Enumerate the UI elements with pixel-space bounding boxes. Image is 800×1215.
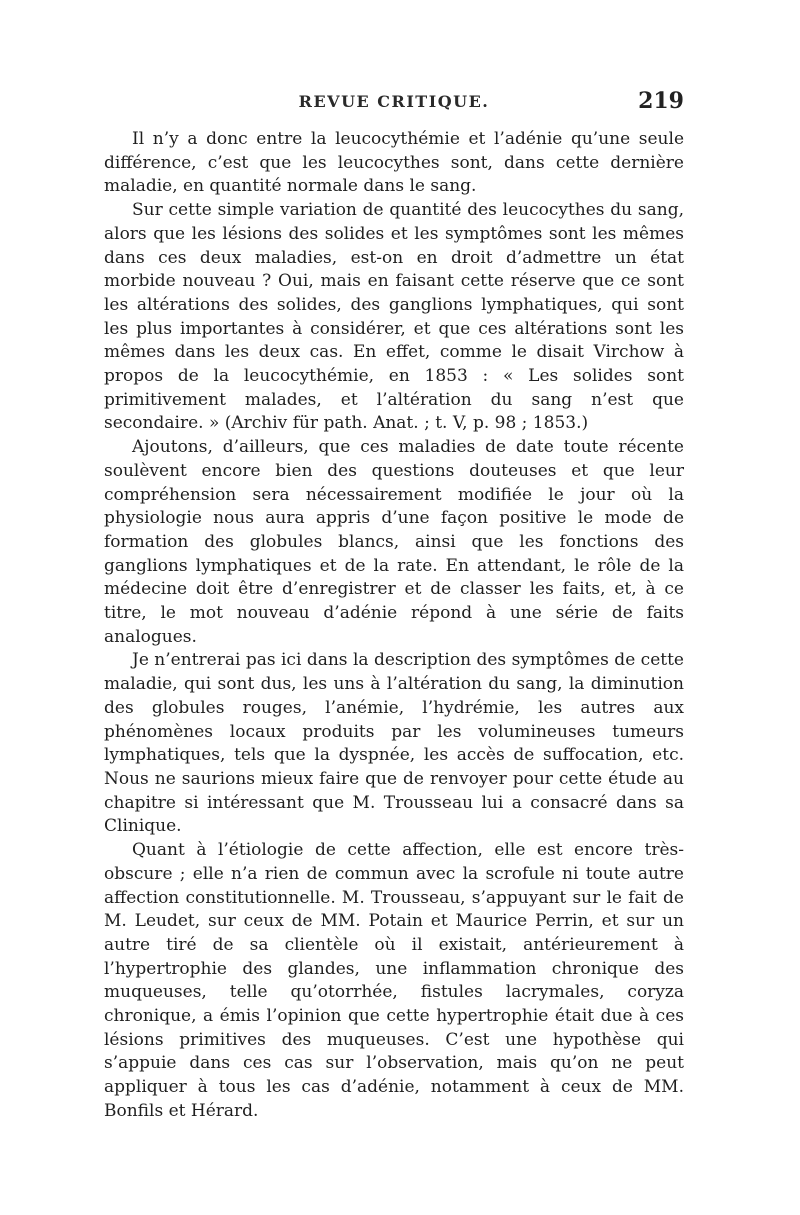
paragraph-3: Ajoutons, d’ailleurs, que ces maladies de date toute récente soulèvent encore bien des questions douteuses et que leur compréhension sera nécessairement modifiée le jour où la physiologie nous aura appris d’une façon positive le mode de formation des globules blancs, ainsi que les fonctions des ganglions lymphatiques et de la rate. En attendant, le rôle de la médecine doit être d’enregistrer et de classer les faits, et, à ce titre, le mot nouveau d’adénie répond à une série de faits analogues. <box>104 437 684 647</box>
running-head <box>104 88 684 122</box>
paragraph-1: Il n’y a donc entre la leucocythémie et l’adénie qu’une seule différence, c’est que les leucocythes sont, dans cette dernière maladie, en quantité normale dans le sang. <box>104 129 684 197</box>
paragraph-4: Je n’entrerai pas ici dans la description des symptômes de cette maladie, qui sont dus, les uns à l’altération du sang, la diminution des globules rouges, l’anémie, l’hydrémie, les autres aux phénomènes locaux produits par les volumineuses tumeurs lymphatiques, tels que la dyspnée, les accès de suffocation, etc. Nous ne saurions mieux faire que de renvoyer pour cette étude au chapitre si intéressant que M. Trousseau lui a consacré dans sa Clinique. <box>104 650 684 837</box>
body-text <box>104 128 684 1124</box>
paragraph-5: Quant à l’étiologie de cette affection, elle est encore très-obscure ; elle n’a rien de commun avec la scrofule ni toute autre affection constitutionnelle. M. Trousseau, s’appuyant sur le fait de M. Leudet, sur ceux de MM. Potain et Maurice Perrin, et sur un autre tiré de sa clientèle où il existait, antérieurement à l’hypertrophie des glandes, une inflammation chronique des muqueuses, telle qu’otorrhée, fistules lacrymales, coryza chronique, a émis l’opinion que cette hypertrophie était due à ces lésions primitives des muqueuses. C’est une hypothèse qui s’appuie dans ces cas sur l’observation, mais qu’on ne peut appliquer à tous les cas d’adénie, notamment à ceux de MM. Bonfils et Hérard. <box>104 840 684 1121</box>
page-number: 219 <box>638 88 684 114</box>
paragraph-2: Sur cette simple variation de quantité des leucocythes du sang, alors que les lésions des solides et les symptômes sont les mêmes dans ces deux maladies, est-on en droit d’admettre un état morbide nouveau ? Oui, mais en faisant cette réserve que ce sont les altérations des solides, des ganglions lymphatiques, qui sont les plus importantes à considérer, et que ces altérations sont les mêmes dans les deux cas. En effet, comme le disait Virchow à propos de la leucocythémie, en 1853 : « Les solides sont primitivement malades, et l’altération du sang n’est que secondaire. » (Archiv für path. Anat. ; t. V, p. 98 ; 1853.) <box>104 200 684 434</box>
running-title: REVUE CRITIQUE. <box>298 92 490 111</box>
